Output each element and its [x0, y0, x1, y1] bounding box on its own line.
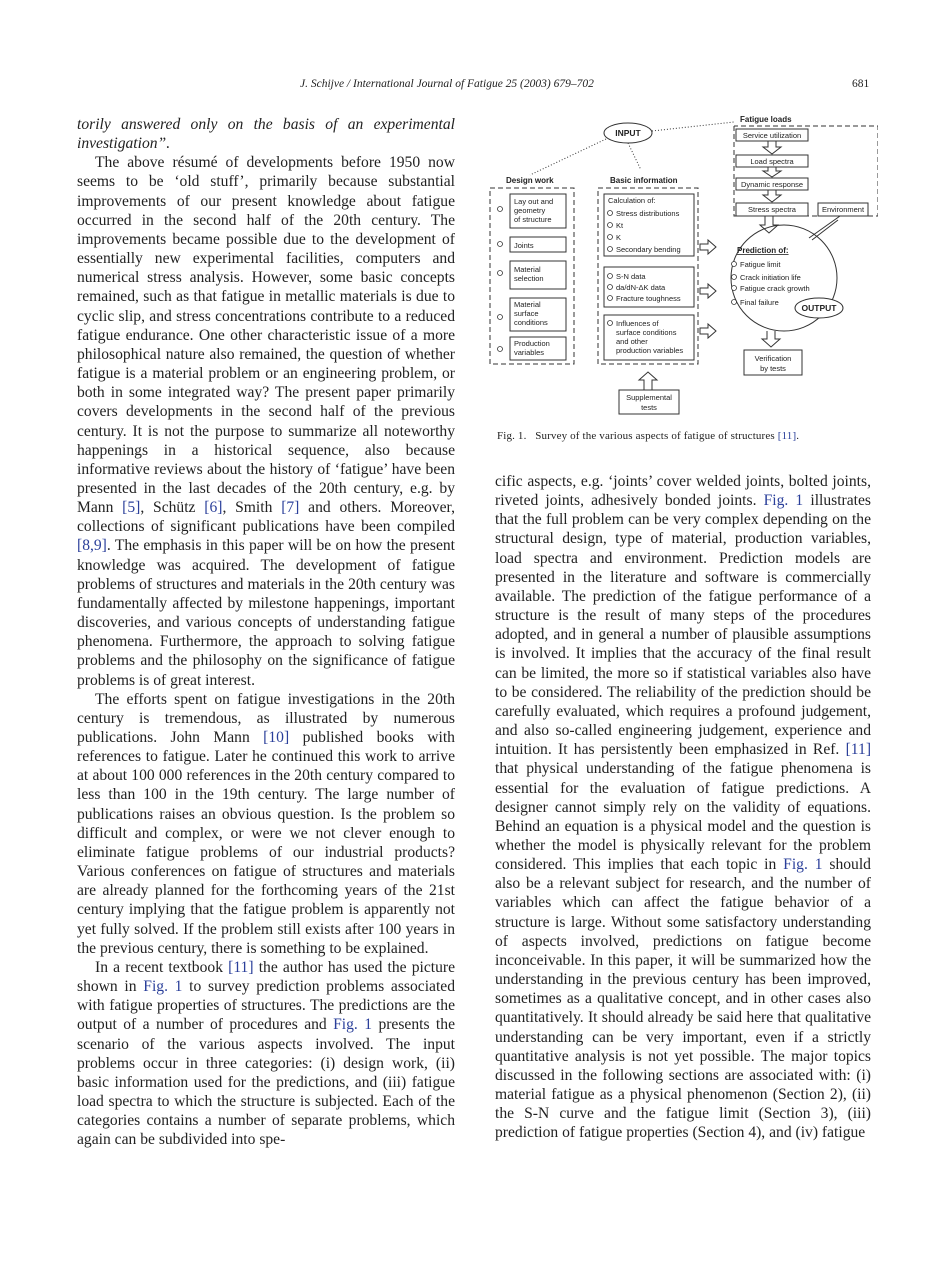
svg-text:geometry: geometry	[514, 206, 546, 215]
svg-text:Material: Material	[514, 265, 541, 274]
svg-text:Lay out and: Lay out and	[514, 197, 554, 206]
svg-text:Kt: Kt	[616, 221, 624, 230]
input-label: INPUT	[615, 128, 641, 138]
svg-text:variables: variables	[514, 348, 545, 357]
svg-text:of structure: of structure	[514, 215, 552, 224]
journal-citation: J. Schijve / International Journal of Fatigue 25 (2003) 679–702	[300, 78, 594, 90]
figure-1-diagram	[478, 110, 878, 432]
figure-caption: Fig. 1. Survey of the various aspects of fatigue of structures [11].	[497, 430, 800, 442]
right-column	[495, 472, 871, 1142]
svg-text:Material: Material	[514, 300, 541, 309]
ref-link-11[interactable]: [11]	[777, 430, 797, 442]
svg-text:Fatigue crack growth: Fatigue crack growth	[740, 284, 810, 293]
svg-text:Fracture toughness: Fracture toughness	[616, 294, 681, 303]
svg-text:Production: Production	[514, 339, 550, 348]
left-column	[77, 115, 455, 1149]
svg-text:Load spectra: Load spectra	[750, 157, 794, 166]
fig-link[interactable]: Fig. 1	[143, 978, 183, 996]
fatigue-survey-diagram	[478, 110, 878, 432]
svg-text:Verification: Verification	[754, 354, 792, 363]
ref-link-6[interactable]: [6]	[204, 499, 223, 517]
svg-text:Supplemental: Supplemental	[626, 393, 672, 402]
ref-link-7[interactable]: [7]	[281, 499, 300, 517]
svg-text:surface conditions: surface conditions	[616, 328, 677, 337]
svg-text:Environment: Environment	[821, 205, 865, 214]
paragraph-right: cific aspects, e.g. ‘joints’ cover welded joints, bolted joints, riveted joints, adhesively bonded joints. Fig. 1 illustrates that the full problem can be very complex depending on the structural design, type of material, production variables, load spectra and environment. Prediction models are presented in the literature and software is commercially available. The prediction of the fatigue performance of a structure is the result of many steps of the procedures adopted, and in general a number of plausible assumptions is involved. It implies that the accuracy of the final result can be limited, the more so if statistical variables also have to be considered. The reliability of the prediction should be carefully evaluated, which requires a profound judgement, and also so-called engineering judgement, experience and intuition. It has persistently been emphasized in Ref. [11] that physical understanding of the fatigue phenomena is essential for the evaluation of fatigue predictions. A designer cannot simply rely on the validity of equations. Behind an equation is a physical model and the question is whether the model is physically relevant for the problem considered. This implies that each topic in Fig. 1 should also be a relevant subject for research, and the number of variables which can affect the fatigue behavior of a structure is large. Without some satisfactory understanding of aspects involved, predictions on fatigue become inconceivable. In this paper, it will be summarized how the understanding in the previous century has been improved, sometimes as a qualitative concept, and in other cases also quantitatively. It should already be said here that qualitative understanding can be very important, even if a strictly quantitative analysis is not yet possible. The major topics discussed in the following sections are associated with: (i) material fatigue as a physical phenomenon (Section 2), (ii) the S-N curve and the fatigue limit (Section 3), (iii) prediction of fatigue properties (Section 4), and (iv) fatigue	[495, 473, 872, 1142]
svg-text:K: K	[616, 233, 622, 242]
fig-link[interactable]: Fig. 1	[763, 492, 804, 510]
svg-text:conditions: conditions	[514, 318, 548, 327]
fig-link[interactable]: Fig. 1	[333, 1016, 373, 1034]
ref-link-5[interactable]: [5]	[122, 499, 141, 517]
svg-text:Secondary bending: Secondary bending	[616, 245, 681, 254]
paragraph-1: The above résumé of developments before 1950 now seems to be ‘old stuff’, primarily because substantial improvements of our present knowledge about fatigue occurred in the second half of the 20th century. The improvements became possible due to the development of essentially new experimental facilities, computers and numerical stress analysis. However, some basic concepts remained, such as that fatigue in metallic materials is due to cyclic slip, and stress concentrations contribute to a reduced fatigue endurance. One other characteristic issue of a more philosophical nature also remained, the question of whether fatigue is a material problem or an engineering problem, or both in some integrated way? The present paper primarily covers developments in the second half of the previous century. It is not the purpose to summarize all noteworthy happenings in a historical sequence, also because informative reviews about the history of ‘fatigue’ have been presented in the last decades of the 20th century, e.g. by Mann [5], Schütz [6], Smith [7] and others. Moreover, collections of significant publications have been compiled [8,9]. The emphasis in this paper will be on how the present knowledge was acquired. The development of fatigue problems of structures and materials in the 20th century was fundamentally affected by milestone happenings, important discoveries, and various concepts of understanding fatigue phenomena. Furthermore, the approach to solving fatigue problems and the philosophy on the significance of fatigue problems is of great interest.	[77, 154, 455, 689]
design-work-title: Design work	[506, 176, 554, 185]
svg-text:da/dN-ΔK data: da/dN-ΔK data	[616, 283, 666, 292]
svg-text:Joints: Joints	[514, 241, 534, 250]
svg-text:Fatigue limit: Fatigue limit	[740, 260, 781, 269]
ref-link-10[interactable]: [10]	[263, 729, 290, 746]
prediction-title: Prediction of:	[737, 246, 789, 255]
paragraph-0: torily answered only on the basis of an experimental investigation”.	[77, 116, 455, 153]
basic-info-title: Basic information	[610, 176, 678, 185]
fatigue-loads-title: Fatigue loads	[740, 115, 792, 124]
ref-link-11[interactable]: [11]	[845, 741, 872, 759]
svg-text:Dynamic response: Dynamic response	[740, 180, 804, 189]
svg-text:Influences of: Influences of	[616, 319, 659, 328]
paragraph-2: The efforts spent on fatigue investigations in the 20th century is tremendous, as illustrated by numerous publications. John Mann [10] published books with references to fatigue. Later he continued this work to arrive at about 100 000 references in the 20th century compared to less than 100 in the 19th century. The large number of publications raises an obvious question. Is the problem so difficult and complex, or were we not clever enough to eliminate fatigue problems of our industrial products? Various conferences on fatigue of structures and materials are already planned for the forthcoming years of the 21st century implying that the fatigue problem is apparently not yet fully solved. If the problem still exists after 100 years in the previous century, there is something to be explained.	[77, 690, 455, 957]
svg-text:surface: surface	[514, 309, 539, 318]
output-label: OUTPUT	[801, 303, 837, 313]
ref-link-8-9[interactable]: [8,9]	[77, 537, 107, 555]
svg-text:and other: and other	[616, 337, 648, 346]
svg-text:production variables: production variables	[616, 346, 684, 355]
svg-text:tests: tests	[641, 403, 657, 412]
fig-link[interactable]: Fig. 1	[783, 856, 823, 874]
svg-text:selection: selection	[514, 274, 544, 283]
svg-text:S-N data: S-N data	[616, 272, 646, 281]
svg-text:Stress distributions: Stress distributions	[616, 209, 680, 218]
ref-link-11[interactable]: [11]	[228, 958, 254, 976]
svg-text:Calculation of:: Calculation of:	[608, 196, 656, 205]
svg-text:Crack initiation life: Crack initiation life	[740, 273, 801, 282]
paragraph-3: In a recent textbook [11] the author has used the picture shown in Fig. 1 to survey prediction problems associated with fatigue properties of structures. The predictions are the output of a number of procedures and Fig. 1 presents the scenario of the various aspects involved. The input problems occur in three categories: (i) design work, (ii) basic information used for the predictions, and (iii) fatigue load spectra to which the structure is subjected. Each of the categories contains a number of separate problems, which again can be subdivided into spe-	[77, 958, 455, 1149]
page-number: 681	[852, 78, 870, 90]
svg-text:Service utilization: Service utilization	[742, 131, 802, 140]
svg-text:Stress spectra: Stress spectra	[748, 205, 796, 214]
svg-text:by tests: by tests	[760, 364, 786, 373]
svg-text:Final failure: Final failure	[740, 298, 779, 307]
